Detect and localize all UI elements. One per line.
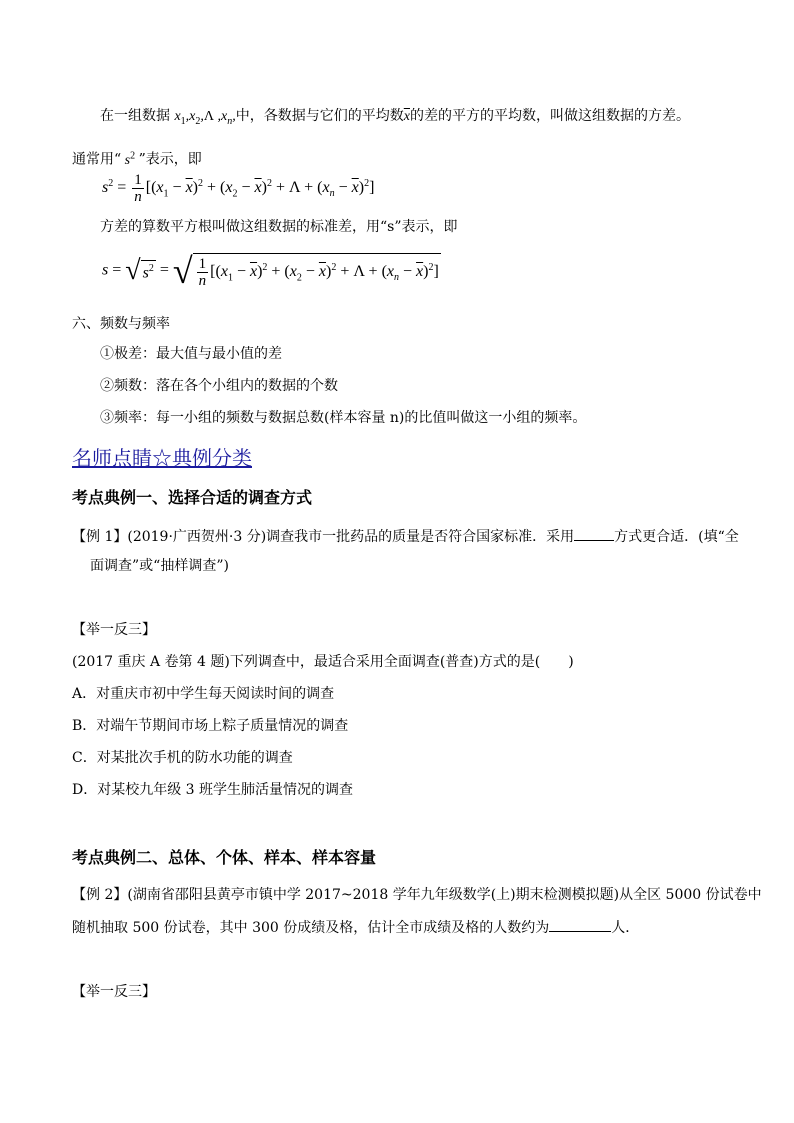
section-6-item-range: ①极差：最大值与最小值的差	[100, 346, 282, 362]
s-squared-symbol: $s^2$	[121, 150, 136, 168]
data-sequence-formula: $x_1,x_2,\Lambda$ $,x_n$,	[174, 109, 236, 127]
std-formula: s = √ $s^2$ = √ $\frac{1}{n}$ $[(x_1 - \overline{x})^2 + (x_2 - \overline{x})^2 + \Lambda + (x_n - \overline{x})^2]$	[102, 251, 439, 291]
notation-prefix: 通常用“	[72, 151, 122, 168]
variance-definition	[100, 106, 690, 132]
example-2-text-b: 随机抽取 500 份试卷，其中 300 份成绩及格，估计全市成绩及格的人数约为	[72, 920, 550, 936]
practice-question-1: (2017 重庆 A 卷第 4 题)下列调查中，最适合采用全面调查(普查)方式的是( )	[72, 654, 574, 670]
variance-def-mid: 中，各数据与它们的平均数	[235, 108, 404, 124]
topic-2-heading: 考点典例二、总体、个体、样本、样本容量	[72, 848, 377, 867]
section-6-item-frequency: ②频数：落在各个小组内的数据的个数	[100, 378, 338, 394]
variance-formula: $s^2$ = $\frac{1}{n}$ $[(x_1 - \overline{x})^2 + (x_2 - \overline{x})^2 + \Lambda + (x_n - \overline{x})^2]$	[102, 172, 375, 205]
variance-def-prefix: 在一组数据	[100, 108, 170, 124]
option-b: B．对端午节期间市场上粽子质量情况的调查	[72, 718, 349, 734]
example-2-tag: 【例 2】	[72, 887, 128, 903]
example-1-text-b: 方式更合适．(填“全	[614, 529, 739, 545]
section-6-item-relative-frequency: ③频率：每一小组的频数与数据总数(样本容量 n)的比值叫做这一小组的频率。	[100, 410, 587, 426]
example-1	[72, 526, 739, 547]
example-1-tag: 【例 1】	[72, 529, 128, 545]
option-a: A．对重庆市初中学生每天阅读时间的调查	[72, 686, 335, 702]
practice-label-2: 【举一反三】	[72, 984, 156, 1000]
section-banner: 名师点睛☆典例分类	[72, 446, 252, 470]
example-2-blank	[549, 917, 611, 932]
section-6-title: 六、频数与频率	[72, 316, 170, 332]
example-2-text-a: (湖南省邵阳县黄亭市镇中学 2017~2018 学年九年级数学(上)期末检测模拟题)从全区 5000 份试卷中	[127, 887, 762, 903]
example-1-blank	[574, 526, 614, 541]
notation-suffix: ”表示，即	[138, 151, 202, 168]
std-definition: 方差的算数平方根叫做这组数据的标准差，用“s”表示，即	[100, 219, 458, 235]
option-d: D．对某校九年级 3 班学生肺活量情况的调查	[72, 782, 354, 798]
notation-line	[72, 146, 202, 171]
practice-label-1: 【举一反三】	[72, 622, 156, 638]
option-c: C．对某批次手机的防水功能的调查	[72, 750, 293, 766]
example-1-text-a: (2019·广西贺州·3 分)调查我市一批药品的质量是否符合国家标准．采用	[127, 529, 575, 545]
variance-def-suffix: 的差的平方的平均数，叫做这组数据的方差。	[409, 108, 690, 124]
example-2	[72, 885, 762, 905]
topic-1-heading: 考点典例一、选择合适的调查方式	[72, 488, 313, 507]
example-2-text-c: 人．	[611, 920, 640, 936]
example-2-continuation	[72, 917, 639, 938]
mean-symbol: $\overline{x}$	[403, 109, 410, 124]
example-1-continuation: 面调查”或“抽样调查”)	[90, 558, 229, 574]
